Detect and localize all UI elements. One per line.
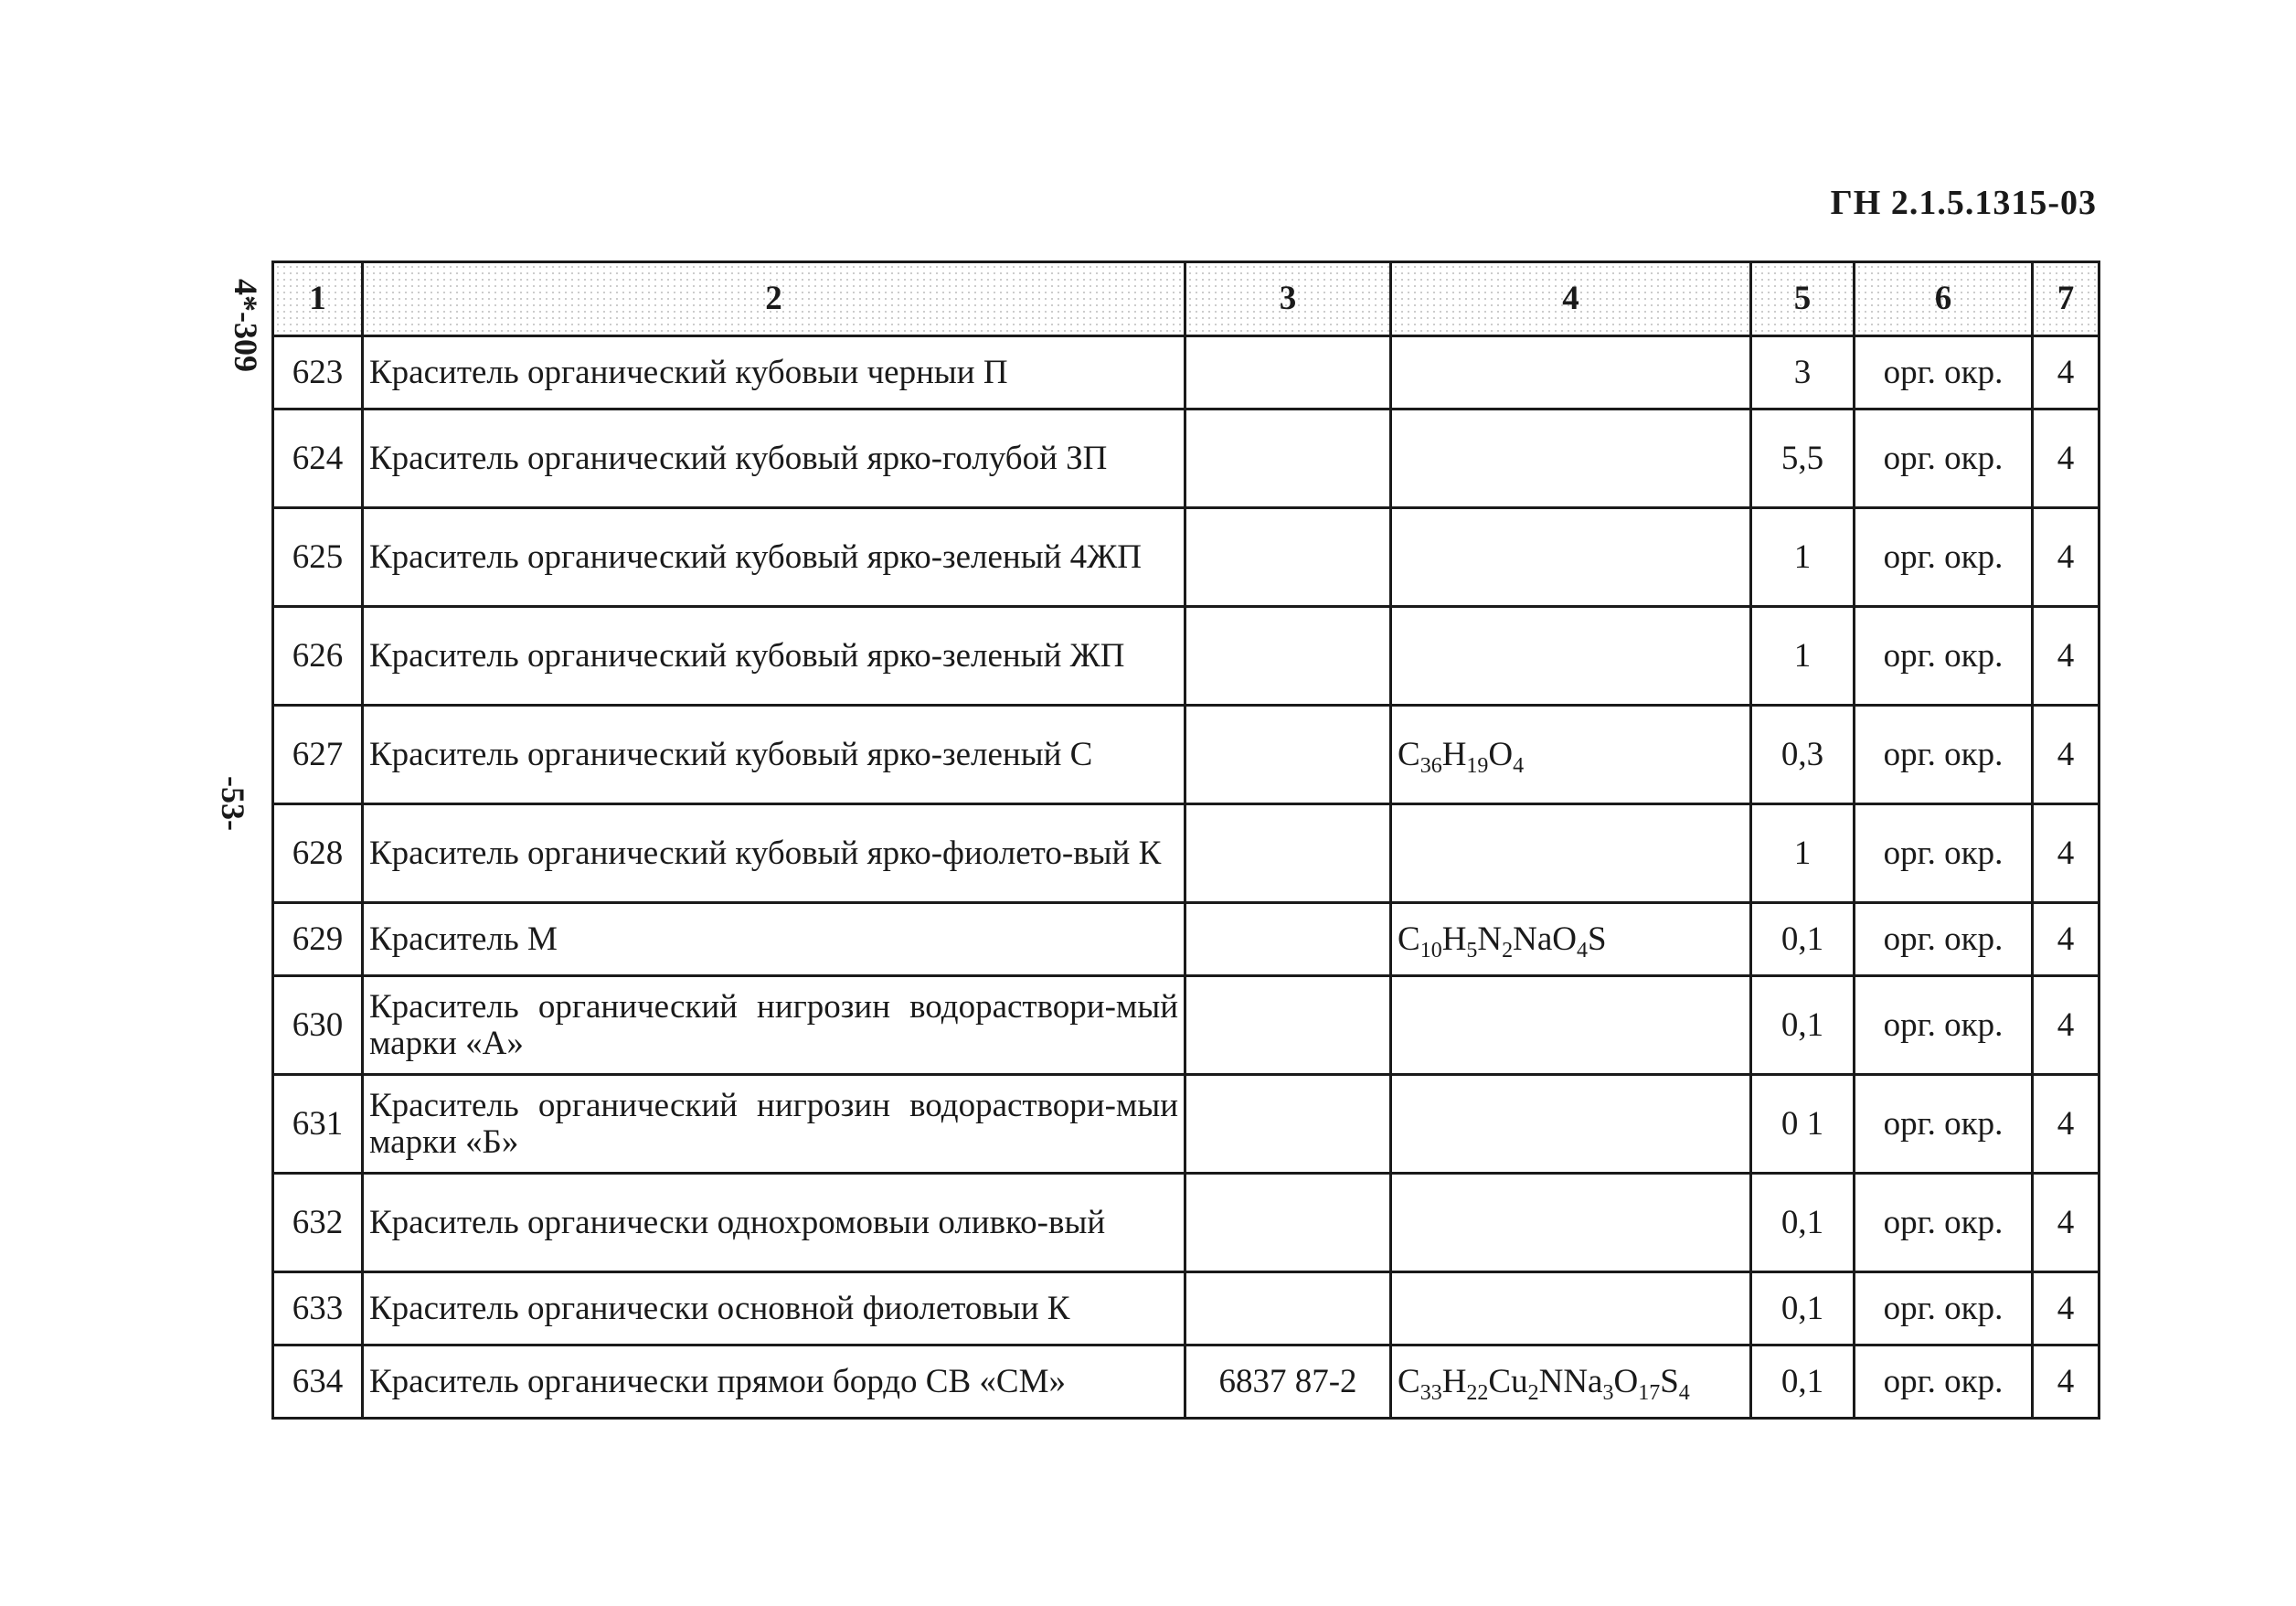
concentration-cell: 0,1 [1751, 1174, 1855, 1272]
row-number-cell: 627 [273, 706, 363, 804]
substance-name-cell: Краситель органический кубовый ярко-зеленый 4ЖП [363, 508, 1185, 607]
cas-number-cell [1185, 508, 1391, 607]
table-header-row [273, 262, 2099, 336]
cas-number-cell [1185, 706, 1391, 804]
column-header: 1 [273, 262, 363, 336]
table-row [273, 336, 2099, 409]
substance-name-cell: Краситель органический нигрозин водораствори-мыи марки «Б» [363, 1075, 1185, 1174]
hazard-indicator-cell: орг. окр. [1855, 1075, 2033, 1174]
table-row [273, 508, 2099, 607]
cas-number-cell [1185, 976, 1391, 1075]
cas-number-cell [1185, 1075, 1391, 1174]
row-number-cell: 628 [273, 804, 363, 903]
cas-number-cell [1185, 1174, 1391, 1272]
hazard-indicator-cell: орг. окр. [1855, 508, 2033, 607]
hazard-indicator-cell: орг. окр. [1855, 1345, 2033, 1419]
table-row [273, 903, 2099, 976]
substance-name-cell: Краситель органический кубовый ярко-фиолето-вый К [363, 804, 1185, 903]
substance-name-cell: Краситель М [363, 903, 1185, 976]
row-number-cell: 625 [273, 508, 363, 607]
hazard-class-cell: 4 [2033, 1174, 2099, 1272]
cas-number-cell [1185, 607, 1391, 706]
concentration-cell: 0 1 [1751, 1075, 1855, 1174]
row-number-cell: 626 [273, 607, 363, 706]
side-code-label: 4*-309 [228, 279, 264, 372]
column-header: 6 [1855, 262, 2033, 336]
hazard-indicator-cell: орг. окр. [1855, 607, 2033, 706]
row-number-cell: 629 [273, 903, 363, 976]
column-header: 5 [1751, 262, 1855, 336]
formula-cell [1391, 1075, 1751, 1174]
formula-cell [1391, 336, 1751, 409]
concentration-cell: 0,1 [1751, 903, 1855, 976]
substances-table [271, 261, 2100, 1420]
cas-number-cell [1185, 1272, 1391, 1345]
cas-number-cell [1185, 804, 1391, 903]
formula-cell [1391, 1174, 1751, 1272]
concentration-cell: 3 [1751, 336, 1855, 409]
concentration-cell: 0,1 [1751, 976, 1855, 1075]
formula-cell: $C_{36}H_{19}O_4$ [1391, 706, 1751, 804]
formula-cell: $C_{10}H_5N_2NaO_4S$ [1391, 903, 1751, 976]
hazard-class-cell: 4 [2033, 804, 2099, 903]
column-header: 7 [2033, 262, 2099, 336]
row-number-cell: 624 [273, 409, 363, 508]
table-body [273, 336, 2099, 1419]
formula-cell [1391, 804, 1751, 903]
column-header: 2 [363, 262, 1185, 336]
substance-name-cell: Краситель органический кубовый ярко-зеленый ЖП [363, 607, 1185, 706]
hazard-class-cell: 4 [2033, 336, 2099, 409]
table-row [273, 1345, 2099, 1419]
formula-cell [1391, 409, 1751, 508]
substance-name-cell: Краситель органически однохромовыи оливко-вый [363, 1174, 1185, 1272]
row-number-cell: 633 [273, 1272, 363, 1345]
hazard-indicator-cell: орг. окр. [1855, 976, 2033, 1075]
document-code: ГН 2.1.5.1315-03 [1830, 184, 2097, 222]
concentration-cell: 0,3 [1751, 706, 1855, 804]
substance-name-cell: Краситель органический кубовыи черныи П [363, 336, 1185, 409]
page-number: -53- [214, 776, 251, 831]
concentration-cell: 1 [1751, 607, 1855, 706]
row-number-cell: 632 [273, 1174, 363, 1272]
formula-cell [1391, 607, 1751, 706]
substance-name-cell: Краситель органический кубовый ярко-голубой ЗП [363, 409, 1185, 508]
formula-cell [1391, 508, 1751, 607]
concentration-cell: 1 [1751, 508, 1855, 607]
cas-number-cell: 6837 87-2 [1185, 1345, 1391, 1419]
table-row [273, 976, 2099, 1075]
column-header: 3 [1185, 262, 1391, 336]
substance-name-cell: Краситель органически основной фиолетовыи К [363, 1272, 1185, 1345]
table-row [273, 1272, 2099, 1345]
hazard-class-cell: 4 [2033, 409, 2099, 508]
hazard-indicator-cell: орг. окр. [1855, 804, 2033, 903]
row-number-cell: 623 [273, 336, 363, 409]
substance-name-cell: Краситель органический нигрозин водораствори-мый марки «А» [363, 976, 1185, 1075]
hazard-class-cell: 4 [2033, 903, 2099, 976]
hazard-indicator-cell: орг. окр. [1855, 1174, 2033, 1272]
row-number-cell: 631 [273, 1075, 363, 1174]
hazard-indicator-cell: орг. окр. [1855, 336, 2033, 409]
hazard-indicator-cell: орг. окр. [1855, 409, 2033, 508]
table-row [273, 706, 2099, 804]
hazard-class-cell: 4 [2033, 976, 2099, 1075]
table-row [273, 409, 2099, 508]
table-row [273, 1075, 2099, 1174]
concentration-cell: 0,1 [1751, 1345, 1855, 1419]
hazard-indicator-cell: орг. окр. [1855, 903, 2033, 976]
cas-number-cell [1185, 336, 1391, 409]
row-number-cell: 634 [273, 1345, 363, 1419]
table-row [273, 804, 2099, 903]
concentration-cell: 1 [1751, 804, 1855, 903]
substance-name-cell: Краситель органический кубовый ярко-зеленый С [363, 706, 1185, 804]
hazard-indicator-cell: орг. окр. [1855, 706, 2033, 804]
cas-number-cell [1185, 409, 1391, 508]
substance-name-cell: Краситель органически прямои бордо СВ «СМ» [363, 1345, 1185, 1419]
concentration-cell: 5,5 [1751, 409, 1855, 508]
column-header: 4 [1391, 262, 1751, 336]
hazard-class-cell: 4 [2033, 1075, 2099, 1174]
cas-number-cell [1185, 903, 1391, 976]
hazard-class-cell: 4 [2033, 706, 2099, 804]
hazard-class-cell: 4 [2033, 508, 2099, 607]
table-row [273, 607, 2099, 706]
hazard-class-cell: 4 [2033, 1345, 2099, 1419]
formula-cell [1391, 976, 1751, 1075]
formula-cell: $C_{33}H_{22}Cu_2NNa_3O_{17}S_4$ [1391, 1345, 1751, 1419]
table-row [273, 1174, 2099, 1272]
concentration-cell: 0,1 [1751, 1272, 1855, 1345]
formula-cell [1391, 1272, 1751, 1345]
row-number-cell: 630 [273, 976, 363, 1075]
hazard-class-cell: 4 [2033, 1272, 2099, 1345]
hazard-indicator-cell: орг. окр. [1855, 1272, 2033, 1345]
hazard-class-cell: 4 [2033, 607, 2099, 706]
